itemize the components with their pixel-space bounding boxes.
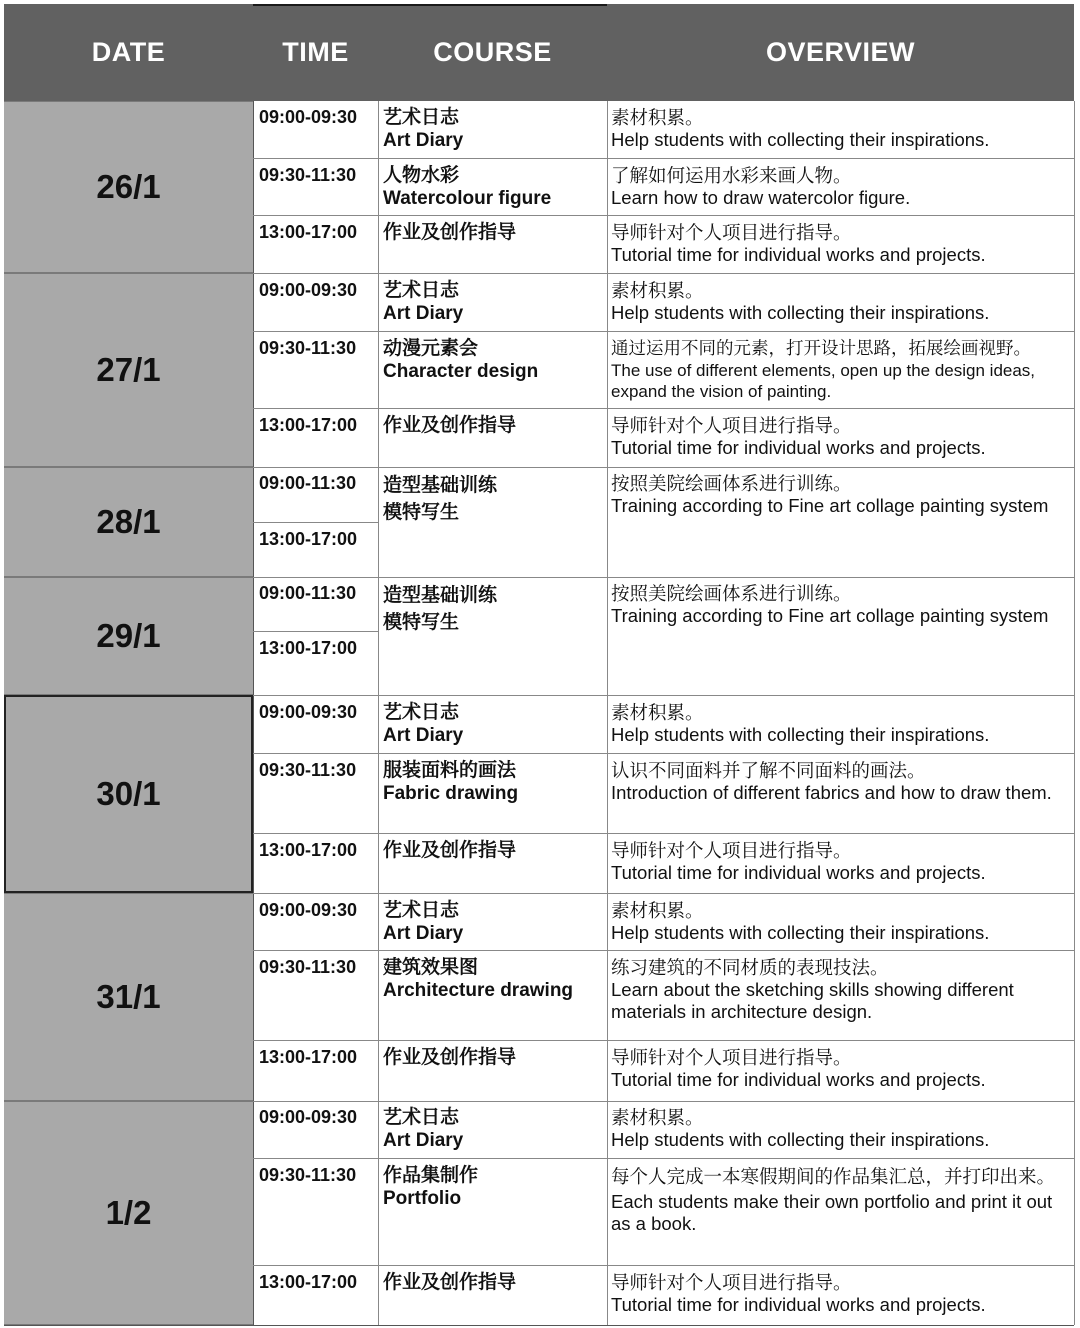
course-cn: 动漫元素会 bbox=[383, 338, 479, 359]
overview-en: Introduction of different fabrics and how to draw them. bbox=[611, 782, 1052, 803]
time-cell: 09:00-09:30 bbox=[259, 280, 358, 300]
overview-cn: 认识不同面料并了解不同面料的画法。 bbox=[611, 760, 926, 781]
overview-cn: 导师针对个人项目进行指导。 bbox=[611, 840, 852, 861]
row-divider bbox=[253, 158, 1074, 159]
row-divider bbox=[253, 1265, 1074, 1266]
course-en: Art Diary bbox=[383, 725, 464, 746]
overview-cell bbox=[611, 839, 1066, 884]
overview-cn: 按照美院绘画体系进行训练。 bbox=[611, 583, 852, 604]
time-cell: 09:00-09:30 bbox=[259, 1107, 358, 1127]
course-cn: 造型基础训练 bbox=[383, 585, 498, 606]
overview-en: Learn how to draw watercolor figure. bbox=[611, 187, 911, 208]
time-cell: 09:00-11:30 bbox=[259, 583, 357, 603]
overview-cn: 导师针对个人项目进行指导。 bbox=[611, 1047, 852, 1068]
course-cell bbox=[383, 220, 516, 245]
time-cell: 13:00-17:00 bbox=[259, 638, 358, 658]
course-cn: 模特写生 bbox=[383, 502, 460, 523]
row-divider bbox=[253, 1040, 1074, 1041]
time-cell: 09:00-11:30 bbox=[259, 473, 357, 493]
course-cn: 艺术日志 bbox=[383, 702, 460, 723]
course-en: Art Diary bbox=[383, 130, 464, 151]
overview-cn: 每个人完成一本寒假期间的作品集汇总，并打印出来。 bbox=[611, 1166, 1056, 1187]
row-divider bbox=[253, 273, 1074, 274]
row-divider bbox=[253, 1101, 1074, 1102]
course-cn: 艺术日志 bbox=[383, 107, 460, 128]
overview-cell bbox=[611, 164, 1066, 209]
header-overview: OVERVIEW bbox=[765, 37, 916, 67]
overview-cell bbox=[611, 1046, 1066, 1091]
date-cell: 29/1 bbox=[4, 577, 253, 695]
overview-cn: 了解如何运用水彩来画人物。 bbox=[611, 165, 852, 186]
time-cell: 09:30-11:30 bbox=[259, 957, 357, 977]
overview-cell bbox=[611, 1163, 1061, 1235]
header-date: DATE bbox=[91, 37, 166, 67]
overview-en: Help students with collecting their inspirations. bbox=[611, 302, 990, 323]
overview-cn: 素材积累。 bbox=[611, 107, 704, 128]
row-divider bbox=[253, 833, 1074, 834]
overview-cell bbox=[611, 414, 1066, 459]
course-cn: 作业及创作指导 bbox=[383, 415, 517, 436]
overview-en: Each students make their own portfolio and print it out as a book. bbox=[611, 1191, 1053, 1234]
course-cell bbox=[383, 1270, 516, 1295]
time-cell: 09:00-09:30 bbox=[259, 900, 358, 920]
overview-en: Help students with collecting their inspirations. bbox=[611, 724, 990, 745]
row-divider bbox=[253, 215, 1074, 216]
grid-line bbox=[253, 101, 254, 1325]
time-cell: 09:30-11:30 bbox=[259, 1165, 357, 1185]
time-cell: 13:00-17:00 bbox=[259, 1047, 358, 1067]
overview-en: Training according to Fine art collage painting system bbox=[611, 605, 1049, 626]
course-cn: 作业及创作指导 bbox=[383, 1047, 517, 1068]
course-cn: 艺术日志 bbox=[383, 900, 460, 921]
course-cell bbox=[383, 700, 463, 747]
time-cell: 13:00-17:00 bbox=[259, 415, 358, 435]
course-cn: 人物水彩 bbox=[383, 165, 460, 186]
date-cell: 30/1 bbox=[4, 695, 253, 893]
overview-en: The use of different elements, open up the design ideas, expand the vision of painting. bbox=[611, 361, 1036, 401]
overview-cell bbox=[611, 1106, 1066, 1151]
overview-cell bbox=[611, 337, 1066, 402]
overview-cell bbox=[611, 472, 1066, 517]
overview-en: Tutorial time for individual works and projects. bbox=[611, 862, 986, 883]
course-cn: 艺术日志 bbox=[383, 280, 460, 301]
overview-cell bbox=[611, 582, 1066, 627]
overview-cell bbox=[611, 701, 1066, 746]
course-en: Art Diary bbox=[383, 1130, 464, 1151]
course-cn: 作业及创作指导 bbox=[383, 1272, 517, 1293]
time-cell: 09:00-09:30 bbox=[259, 107, 358, 127]
course-en: Art Diary bbox=[383, 923, 464, 944]
course-en: Portfolio bbox=[383, 1188, 462, 1209]
grid-line bbox=[1074, 101, 1075, 1325]
date-cell: 28/1 bbox=[4, 467, 253, 577]
date-cell: 31/1 bbox=[4, 893, 253, 1101]
course-cell bbox=[383, 163, 551, 210]
course-cn: 模特写生 bbox=[383, 612, 460, 633]
row-divider bbox=[253, 695, 1074, 696]
course-cell bbox=[383, 1105, 463, 1152]
overview-en: Help students with collecting their inspirations. bbox=[611, 129, 990, 150]
overview-en: Tutorial time for individual works and projects. bbox=[611, 244, 986, 265]
grid-line bbox=[607, 101, 608, 1325]
overview-cell bbox=[611, 956, 1066, 1023]
overview-cell bbox=[611, 759, 1066, 804]
course-en: Art Diary bbox=[383, 303, 464, 324]
course-cn: 服装面料的画法 bbox=[383, 760, 517, 781]
time-cell: 09:30-11:30 bbox=[259, 165, 357, 185]
row-divider bbox=[253, 408, 1074, 409]
overview-en: Tutorial time for individual works and projects. bbox=[611, 437, 986, 458]
course-cell bbox=[383, 105, 463, 152]
overview-en: Tutorial time for individual works and projects. bbox=[611, 1294, 986, 1315]
grid-line bbox=[378, 101, 379, 1325]
row-divider bbox=[253, 577, 1074, 578]
course-cell bbox=[383, 1163, 478, 1210]
overview-cell bbox=[611, 1271, 1066, 1316]
course-cell bbox=[383, 838, 516, 863]
course-cn: 造型基础训练 bbox=[383, 475, 498, 496]
course-cn: 艺术日志 bbox=[383, 1107, 460, 1128]
header-course: COURSE bbox=[433, 37, 552, 67]
time-cell: 13:00-17:00 bbox=[259, 1272, 358, 1292]
overview-cn: 导师针对个人项目进行指导。 bbox=[611, 1272, 852, 1293]
course-en: Fabric drawing bbox=[383, 783, 519, 804]
overview-cell bbox=[611, 279, 1066, 324]
overview-cell bbox=[611, 221, 1066, 266]
time-cell: 09:30-11:30 bbox=[259, 760, 357, 780]
overview-cn: 素材积累。 bbox=[611, 702, 704, 723]
course-cell bbox=[383, 472, 497, 526]
overview-en: Help students with collecting their inspirations. bbox=[611, 922, 990, 943]
row-divider bbox=[253, 467, 1074, 468]
overview-cell bbox=[611, 899, 1066, 944]
overview-cn: 素材积累。 bbox=[611, 1107, 704, 1128]
course-cell bbox=[383, 336, 538, 383]
time-cell: 13:00-17:00 bbox=[259, 840, 358, 860]
overview-cn: 导师针对个人项目进行指导。 bbox=[611, 222, 852, 243]
course-cn: 作业及创作指导 bbox=[383, 222, 517, 243]
course-cn: 建筑效果图 bbox=[383, 957, 479, 978]
course-en: Architecture drawing bbox=[383, 980, 574, 1001]
overview-en: Help students with collecting their inspirations. bbox=[611, 1129, 990, 1150]
overview-en: Learn about the sketching skills showing different materials in architecture design. bbox=[611, 979, 1014, 1022]
overview-cn: 通过运用不同的元素，打开设计思路，拓展绘画视野。 bbox=[611, 338, 1031, 358]
row-divider bbox=[253, 1158, 1074, 1159]
date-cell: 1/2 bbox=[4, 1101, 253, 1325]
row-divider bbox=[253, 950, 1074, 951]
date-cell: 27/1 bbox=[4, 273, 253, 467]
row-divider bbox=[253, 893, 1074, 894]
row-divider bbox=[253, 631, 378, 632]
row-divider bbox=[253, 331, 1074, 332]
course-cell bbox=[383, 413, 516, 438]
course-en: Watercolour figure bbox=[383, 188, 552, 209]
overview-cn: 素材积累。 bbox=[611, 900, 704, 921]
course-en: Character design bbox=[383, 361, 539, 382]
overview-cell bbox=[611, 106, 1066, 151]
overview-cn: 按照美院绘画体系进行训练。 bbox=[611, 473, 852, 494]
course-cell bbox=[383, 898, 463, 945]
course-cn: 作业及创作指导 bbox=[383, 840, 517, 861]
overview-en: Training according to Fine art collage painting system bbox=[611, 495, 1049, 516]
course-cell bbox=[383, 582, 497, 636]
time-cell: 09:30-11:30 bbox=[259, 338, 357, 358]
overview-cn: 素材积累。 bbox=[611, 280, 704, 301]
header-time: TIME bbox=[282, 37, 349, 67]
date-cell: 26/1 bbox=[4, 101, 253, 273]
course-cn: 作品集制作 bbox=[383, 1165, 479, 1186]
overview-cn: 导师针对个人项目进行指导。 bbox=[611, 415, 852, 436]
course-cell bbox=[383, 1045, 516, 1070]
time-cell: 13:00-17:00 bbox=[259, 529, 358, 549]
overview-cn: 练习建筑的不同材质的表现技法。 bbox=[611, 957, 889, 978]
time-cell: 13:00-17:00 bbox=[259, 222, 358, 242]
course-cell bbox=[383, 955, 573, 1002]
table-bottom-rule bbox=[4, 1325, 1074, 1326]
time-cell: 09:00-09:30 bbox=[259, 702, 358, 722]
overview-en: Tutorial time for individual works and projects. bbox=[611, 1069, 986, 1090]
course-cell bbox=[383, 758, 518, 805]
row-divider bbox=[253, 753, 1074, 754]
row-divider bbox=[253, 522, 378, 523]
course-cell bbox=[383, 278, 463, 325]
